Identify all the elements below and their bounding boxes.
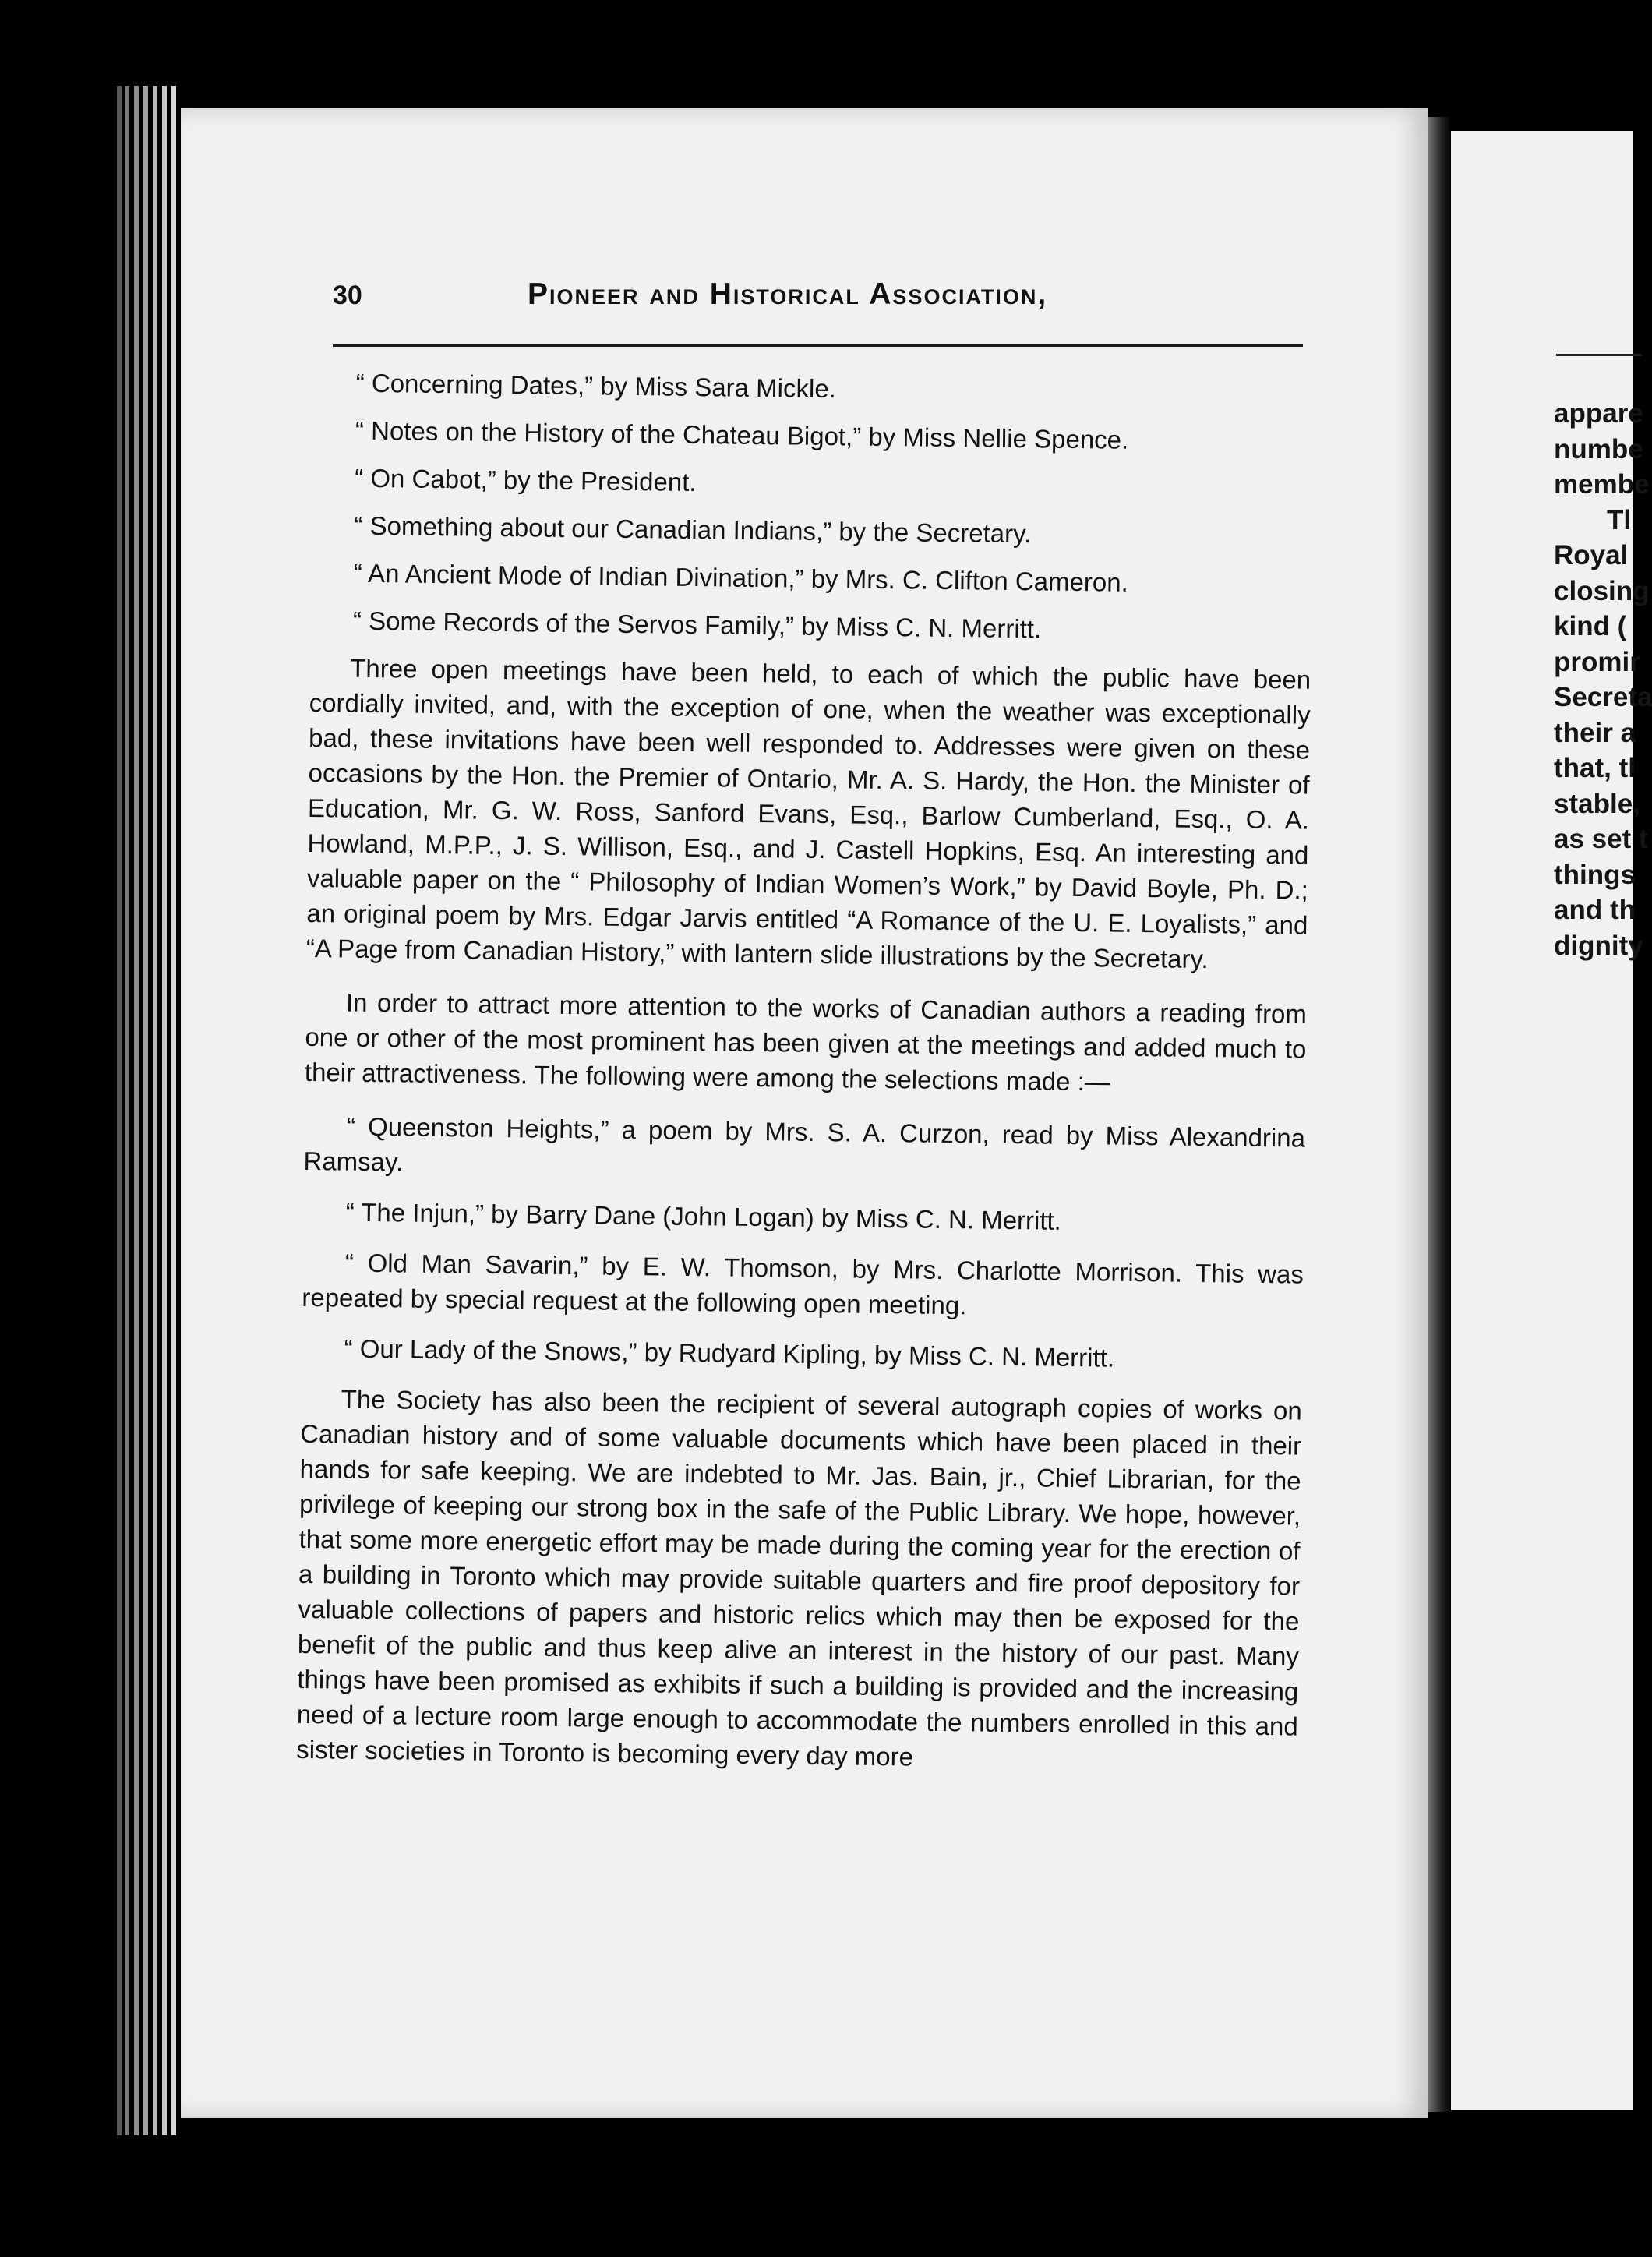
page-body xyxy=(296,365,1315,1798)
reading-item: “ The Injun,” by Barry Dane (John Logan) by Miss C. N. Merritt. xyxy=(345,1197,1062,1235)
paper-item: “ Notes on the History of the Chateau Bigot,” by Miss Nellie Spence. xyxy=(355,415,1129,454)
facing-line: closing xyxy=(1554,575,1650,606)
reading-item: “ Queenston Heights,” a poem by Mrs. S. A. Curzon, read by Miss Alexandrina Ramsay. xyxy=(303,1111,1306,1177)
readings-list xyxy=(301,1108,1305,1378)
book-gutter xyxy=(1428,117,1451,2112)
facing-line: membe xyxy=(1554,469,1650,500)
paper-item: “ Some Records of the Servos Family,” by Miss C. N. Merritt. xyxy=(352,606,1042,644)
paper-item: “ Concerning Dates,” by Miss Sara Mickle. xyxy=(355,368,837,404)
reading-item: “ Our Lady of the Snows,” by Rudyard Kipling, by Miss C. N. Merritt. xyxy=(344,1333,1115,1372)
paper-item: “ An Ancient Mode of Indian Divination,” by Mrs. C. Clifton Cameron. xyxy=(353,558,1129,597)
paragraph-canadian-authors: In order to attract more attention to the works of Canadian authors a reading from one or other of the most prominent has been given at the meetings and added much to their attractiveness. The following were among the selections made :— xyxy=(304,987,1308,1097)
facing-line: kind ( xyxy=(1554,611,1627,641)
facing-line: and th xyxy=(1554,895,1636,925)
facing-line: stable, xyxy=(1554,788,1640,819)
facing-page-text xyxy=(1554,396,1652,963)
facing-line: that, tl xyxy=(1554,753,1636,783)
facing-line: things xyxy=(1554,859,1636,890)
running-title: Pioneer and Historical Association, xyxy=(528,277,1048,311)
page-header xyxy=(333,277,1307,327)
facing-line: appare xyxy=(1554,398,1643,429)
facing-header-rule xyxy=(1556,354,1642,356)
page-number: 30 xyxy=(333,281,362,310)
facing-line: Tl xyxy=(1607,504,1632,535)
facing-line: dignity xyxy=(1554,930,1643,961)
book-page-edges xyxy=(117,86,187,2135)
paragraph-society: The Society has also been the recipient of several autograph copies of works on Canadian history and of some valuable documents which have been placed in their hands for safe keeping. We are indebted to Mr. Jas. Bain, jr., Chief Librarian, for the privilege of keeping our strong box in the safe of the Public Library. We hope, however, that some more energetic effort may be made during the coming year for the erection of a building in Toronto which may provide suitable quarters and fire proof depository for valuable collections of papers and historic relics which may then be exposed for the benefit of the public and thus keep alive an interest in the history of our past. Many things have been promised as exhibits if such a building is provided and the increasing need of a lecture room large enough to accommodate the numbers enrolled in this and sister societies in Toronto is becoming every day more xyxy=(296,1384,1302,1771)
facing-line: as set t xyxy=(1554,824,1648,854)
facing-line: Royal xyxy=(1554,540,1629,570)
paper-item: “ On Cabot,” by the President. xyxy=(355,463,697,497)
facing-page xyxy=(1451,131,1652,2110)
left-page xyxy=(181,108,1428,2118)
facing-line: their a xyxy=(1554,717,1636,748)
header-rule xyxy=(333,344,1303,347)
paragraph-open-meetings: Three open meetings have been held, to each of which the public have been cordially invited, and, with the exception of one, when the weather was exceptionally bad, these invitations have been well responded to. Addresses were given on these occasions by the Hon. the Premier of Ontario, Mr. A. S. Hardy, the Hon. the Minister of Education, Mr. G. W. Ross, Sanford Evans, Esq., Barlow Cumberland, Esq., O. A. Howland, M.P.P., J. S. Willison, Esq., and J. Castell Hopkins, Esq. An interesting and valuable paper on the “ Philosophy of Indian Women’s Work,” by David Boyle, Ph. D.; an original poem by Mrs. Edgar Jarvis entitled “A Romance of the U. E. Loyalists,” and “A Page from Canadian History,” with lantern slide illustrations by the Secretary. xyxy=(305,653,1311,974)
paper-item: “ Something about our Canadian Indians,” by the Secretary. xyxy=(354,510,1032,549)
facing-line: promir xyxy=(1554,646,1640,677)
papers-list xyxy=(310,365,1315,650)
facing-line: numbe xyxy=(1554,433,1643,464)
facing-line: Secreta xyxy=(1554,682,1652,712)
reading-item: “ Old Man Savarin,” by E. W. Thomson, by Mrs. Charlotte Morrison. This was repeated by special request at the following open meeting. xyxy=(302,1248,1304,1320)
